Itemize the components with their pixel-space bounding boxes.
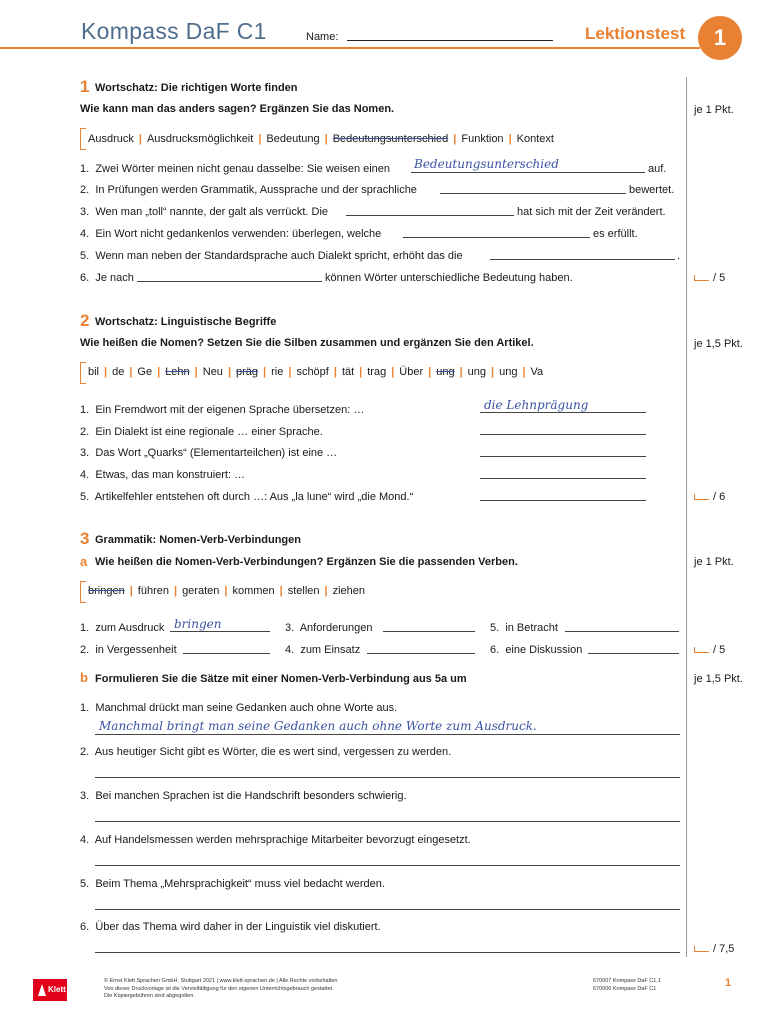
word-bank-bracket (80, 581, 86, 603)
item-suffix: können Wörter unterschiedliche Bedeutung haben. (325, 272, 573, 284)
answer-field[interactable] (95, 952, 680, 953)
section-2-title: Wortschatz: Linguistische Begriffe (95, 316, 277, 328)
answer-field[interactable] (440, 193, 626, 194)
list-item: 3. Anforderungen (285, 622, 373, 634)
answer-field[interactable] (95, 821, 680, 822)
section-1-points: je 1 Pkt. (694, 104, 734, 116)
section-1-word-bank: Ausdruck | Ausdrucksmöglichkeit | Bedeutung | Bedeutungsunterschied | Funktion | Kontext (88, 133, 554, 145)
item-suffix: hat sich mit der Zeit verändert. (517, 206, 666, 218)
list-item: 6. Über das Thema wird daher in der Linguistik viel diskutiert. (80, 921, 381, 933)
word-bank-bracket (80, 128, 86, 150)
answer-field[interactable] (95, 734, 680, 735)
section-2-instruction: Wie heißen die Nomen? Setzen Sie die Silben zusammen und ergänzen Sie den Artikel. (80, 337, 534, 349)
points-column-divider (686, 77, 687, 957)
section-2-points: je 1,5 Pkt. (694, 338, 743, 350)
item-suffix: bewertet. (629, 184, 675, 196)
answer-field[interactable] (480, 478, 646, 479)
section-3b-letter: b (80, 670, 88, 685)
list-item: 4. Auf Handelsmessen werden mehrsprachige Mitarbeiter bevorzugt eingesetzt. (80, 834, 471, 846)
answer-field[interactable] (170, 631, 270, 632)
bank-word: Kontext (516, 133, 554, 145)
name-label: Name: (306, 31, 339, 43)
list-item: 1. zum Ausdruck (80, 622, 165, 634)
section-3a-score: / 5 (694, 644, 725, 656)
score-tick-icon (694, 494, 709, 500)
answer-field[interactable] (480, 434, 646, 435)
section-3a-instruction: Wie heißen die Nomen-Verb-Verbindungen? Ergänzen Sie die passenden Verben. (95, 556, 518, 568)
section-1-title: Wortschatz: Die richtigen Worte finden (95, 82, 298, 94)
list-item: 4. Etwas, das man konstruiert: … (80, 469, 246, 481)
score-tick-icon (694, 275, 709, 281)
answer-field[interactable] (95, 777, 680, 778)
bank-word: Funktion (461, 133, 504, 145)
bank-word: Ausdrucksmöglichkeit (146, 133, 254, 145)
bank-word: Ausdruck (88, 133, 134, 145)
item-suffix: auf. (648, 163, 667, 175)
answer-field[interactable] (480, 500, 646, 501)
isbn-text: 670007 Kompass DaF C1.1 670006 Kompass DaF C1 (593, 978, 661, 992)
list-item: 4. Ein Wort nicht gedankenlos verwenden: überlegen, welche (80, 228, 382, 240)
section-1-number: 1 (80, 77, 90, 96)
copyright-text: © Ernst Klett Sprachen GmbH, Stuttgart 2021 | www.klett-sprachen.de | Alle Rechte vorbehalten Von dieser Druckvorlage ist die Vervielfältigung für den eigenen Unterrichtsgebrauch gestattet. Die Kopiergebühren sind abgegolten. (104, 978, 338, 999)
answer-field[interactable] (490, 259, 675, 260)
section-3a-letter: a (80, 554, 88, 569)
list-item: 2. In Prüfungen werden Grammatik, Aussprache und der sprachliche (80, 184, 417, 196)
bank-word: Bedeutung (266, 133, 320, 145)
answer-field[interactable] (367, 653, 475, 654)
section-2-number: 2 (80, 311, 90, 330)
section-3a-verb-bank: bringen | führen | geraten | kommen | stellen | ziehen (88, 585, 366, 597)
list-item: 5. in Betracht (490, 622, 558, 634)
list-item: 1. Manchmal drückt man seine Gedanken auch ohne Worte aus. (80, 702, 398, 714)
answer-field[interactable] (137, 281, 322, 282)
list-item: 3. Bei manchen Sprachen ist die Handschrift besonders schwierig. (80, 790, 407, 802)
answer-field[interactable] (95, 909, 680, 910)
section-3b-score: / 7,5 (694, 943, 734, 955)
section-1-instruction: Wie kann man das anders sagen? Ergänzen Sie das Nomen. (80, 103, 395, 115)
list-item: 5. Beim Thema „Mehrsprachigkeit“ muss viel bedacht werden. (80, 878, 385, 890)
handwritten-answer: Manchmal bringt man seine Gedanken auch ohne Worte zum Ausdruck. (99, 719, 537, 733)
section-3a-points: je 1 Pkt. (694, 556, 734, 568)
lesson-badge: 1 (698, 16, 742, 60)
handwritten-answer: Bedeutungsunterschied (414, 157, 559, 171)
list-item: 2. Ein Dialekt ist eine regionale … einer Sprache. (80, 426, 323, 438)
page-number: 1 (725, 977, 732, 989)
test-label: Lektionstest (585, 24, 686, 43)
answer-field[interactable] (480, 412, 646, 413)
score-tick-icon (694, 647, 709, 653)
list-item: 6. eine Diskussion (490, 644, 583, 656)
list-item: 2. in Vergessenheit (80, 644, 177, 656)
section-2-score: / 6 (694, 491, 725, 503)
list-item: 4. zum Einsatz (285, 644, 361, 656)
list-item: 1. Ein Fremdwort mit der eigenen Sprache übersetzen: … (80, 404, 365, 416)
section-3-title: Grammatik: Nomen-Verb-Verbindungen (95, 534, 301, 546)
list-item: 5. Artikelfehler entstehen oft durch …: Aus „la lune“ wird „die Mond.“ (80, 491, 414, 503)
section-3-number: 3 (80, 529, 90, 548)
section-2-syllable-bank: bil | de | Ge | Lehn | Neu | präg | rie | schöpf | tät | trag | Über | ung | ung | ung | Va (88, 366, 544, 378)
bank-word-used: Bedeutungsunterschied (332, 133, 449, 145)
list-item: 3. Wen man „toll“ nannte, der galt als verrückt. Die (80, 206, 329, 218)
klett-logo: Klett (33, 979, 67, 1001)
answer-field[interactable] (95, 865, 680, 866)
list-item: 1. Zwei Wörter meinen nicht genau dasselbe: Sie weisen einen (80, 163, 391, 175)
list-item: 3. Das Wort „Quarks“ (Elementarteilchen) ist eine … (80, 447, 338, 459)
handwritten-answer: bringen (174, 617, 222, 631)
section-3b-points: je 1,5 Pkt. (694, 673, 743, 685)
answer-field[interactable] (346, 215, 514, 216)
word-bank-bracket (80, 362, 86, 384)
answer-field[interactable] (588, 653, 679, 654)
section-1-score: / 5 (694, 272, 725, 284)
answer-field[interactable] (183, 653, 270, 654)
header-divider (0, 47, 700, 49)
item-suffix: es erfüllt. (593, 228, 638, 240)
name-field[interactable] (347, 40, 553, 41)
answer-field[interactable] (403, 237, 590, 238)
handwritten-answer: die Lehnprägung (484, 398, 589, 412)
answer-field[interactable] (383, 631, 475, 632)
list-item: 5. Wenn man neben der Standardsprache auch Dialekt spricht, erhöht das die (80, 250, 463, 262)
section-3b-instruction: Formulieren Sie die Sätze mit einer Nomen-Verb-Verbindung aus 5a um (95, 673, 467, 685)
list-item: 6. Je nach (80, 272, 134, 284)
score-tick-icon (694, 946, 709, 952)
item-suffix: . (677, 250, 681, 262)
page-title: Kompass DaF C1 (81, 18, 267, 44)
answer-field[interactable] (565, 631, 679, 632)
list-item: 2. Aus heutiger Sicht gibt es Wörter, die es wert sind, vergessen zu werden. (80, 746, 452, 758)
answer-field[interactable] (411, 172, 645, 173)
answer-field[interactable] (480, 456, 646, 457)
